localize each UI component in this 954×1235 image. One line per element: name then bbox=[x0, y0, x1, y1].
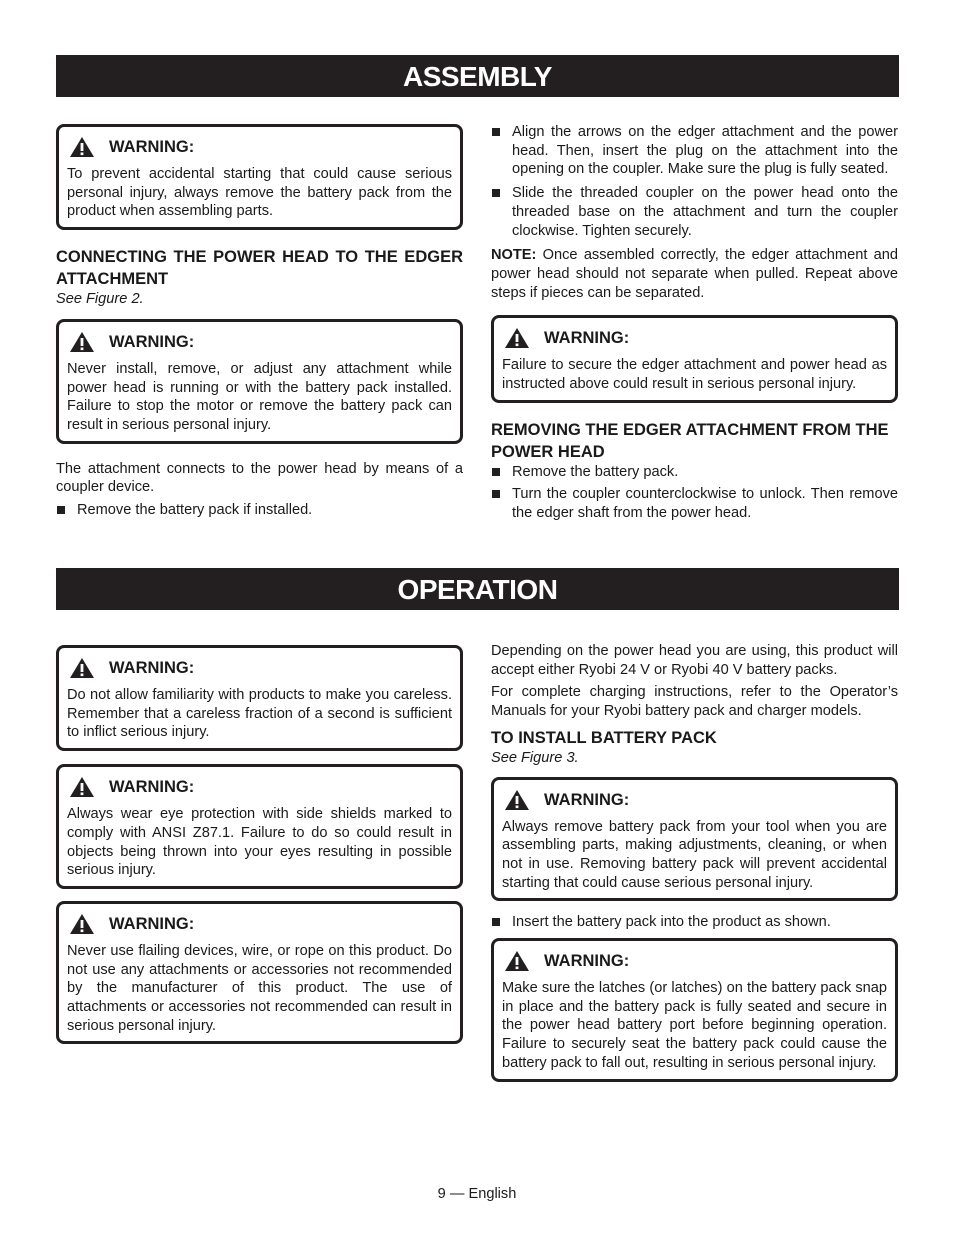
warning-label: WARNING: bbox=[109, 914, 195, 933]
list-item: Align the arrows on the edger attachment and the power head. Then, insert the plug on the attachment into the opening on the coupler. Make sure the plug is fully seated. bbox=[491, 123, 898, 179]
section-heading: CONNECTING THE POWER HEAD TO THE EDGER ATTACHMENT bbox=[56, 248, 463, 289]
assembly-right-column bbox=[491, 123, 898, 523]
warning-triangle-icon bbox=[69, 657, 95, 679]
note-label: NOTE: bbox=[491, 247, 537, 264]
bullet-list bbox=[491, 463, 898, 523]
warning-box bbox=[56, 901, 463, 1045]
figure-reference: See Figure 3. bbox=[491, 749, 579, 766]
body-paragraph: Depending on the power head you are using, this product will accept either Ryobi 24 V or Ryobi 40 V battery packs. bbox=[491, 643, 898, 678]
warning-text: Always remove battery pack from your tool when you are assembling parts, making adjustments, cleaning, or when not in use. Removing battery pack will prevent accidental starting that could cause serious personal injury. bbox=[502, 818, 887, 891]
warning-box bbox=[56, 124, 463, 230]
warning-label: WARNING: bbox=[109, 138, 195, 156]
warning-box bbox=[56, 319, 463, 444]
assembly-left-column bbox=[56, 124, 463, 520]
warning-text: Never use flailing devices, wire, or rope on this product. Do not use any attachments or accessories not recommended by the manufacturer of this product. The use of attachments or accessories not recommended can result in serious personal injury. bbox=[67, 942, 452, 1034]
warning-triangle-icon bbox=[69, 913, 95, 935]
warning-triangle-icon bbox=[69, 136, 95, 158]
list-item: Slide the threaded coupler on the power head onto the threaded base on the attachment and turn the coupler clockwise. Tighten securely. bbox=[491, 184, 898, 240]
warning-text: Never install, remove, or adjust any attachment while power head is running or with the battery pack installed. Failure to stop the motor or remove the battery pack can result in serious personal injury. bbox=[67, 360, 452, 433]
bullet-list bbox=[491, 913, 898, 932]
warning-label: WARNING: bbox=[109, 778, 195, 797]
warning-box bbox=[491, 777, 898, 902]
warning-label: WARNING: bbox=[109, 659, 195, 677]
operation-banner: OPERATION bbox=[56, 568, 899, 610]
list-item: Remove the battery pack if installed. bbox=[56, 501, 463, 520]
warning-label: WARNING: bbox=[109, 332, 195, 351]
warning-label: WARNING: bbox=[544, 790, 630, 809]
warning-text: Always wear eye protection with side shields marked to comply with ANSI Z87.1. Failure to do so could result in objects being thrown into your eyes resulting in possible serious injury. bbox=[67, 806, 452, 879]
warning-text: To prevent accidental starting that could cause serious personal injury, always remove the battery pack from the product when assembling parts. bbox=[67, 166, 452, 220]
bullet-list bbox=[491, 123, 898, 240]
warning-box bbox=[56, 645, 463, 751]
figure-reference: See Figure 2. bbox=[56, 291, 144, 308]
assembly-banner: ASSEMBLY bbox=[56, 55, 899, 97]
note-paragraph bbox=[491, 246, 898, 302]
warning-box bbox=[491, 315, 898, 402]
warning-triangle-icon bbox=[504, 327, 530, 349]
page-footer: 9 — English bbox=[437, 1186, 517, 1202]
warning-text: Failure to secure the edger attachment and power head as instructed above could result in serious personal injury. bbox=[502, 357, 887, 393]
warning-label: WARNING: bbox=[544, 329, 630, 348]
list-item: Turn the coupler counterclockwise to unlock. Then remove the edger shaft from the power head. bbox=[491, 485, 898, 522]
warning-text: Make sure the latches (or latches) on the battery pack snap in place and the battery pack is fully seated and secure in the power head battery port before beginning operation. Failure to securely seat the battery pack could cause the battery pack to fall out, resulting in serious personal injury. bbox=[502, 980, 887, 1071]
body-paragraph: The attachment connects to the power head by means of a coupler device. bbox=[56, 460, 463, 496]
section-heading: TO INSTALL BATTERY PACK bbox=[491, 728, 717, 747]
operation-right-column bbox=[491, 642, 898, 1082]
bullet-list bbox=[56, 501, 463, 520]
section-heading: REMOVING THE EDGER ATTACHMENT FROM THE POWER HEAD bbox=[491, 420, 889, 461]
operation-left-column bbox=[56, 645, 463, 1044]
note-text: Once assembled correctly, the edger attachment and power head should not separate when pulled. Repeat above steps if pieces can be separated. bbox=[491, 247, 898, 301]
list-item: Remove the battery pack. bbox=[491, 463, 898, 482]
warning-box bbox=[491, 938, 898, 1082]
warning-box bbox=[56, 764, 463, 889]
warning-label: WARNING: bbox=[544, 952, 630, 971]
warning-text: Do not allow familiarity with products to make you careless. Remember that a careless fraction of a second is sufficient to inflict serious injury. bbox=[67, 687, 452, 741]
list-item: Insert the battery pack into the product as shown. bbox=[491, 913, 898, 932]
warning-triangle-icon bbox=[69, 776, 95, 798]
body-paragraph: For complete charging instructions, refer to the Operator’s Manuals for your Ryobi battery pack and charger models. bbox=[491, 684, 898, 720]
warning-triangle-icon bbox=[504, 950, 530, 972]
warning-triangle-icon bbox=[69, 331, 95, 353]
warning-triangle-icon bbox=[504, 789, 530, 811]
